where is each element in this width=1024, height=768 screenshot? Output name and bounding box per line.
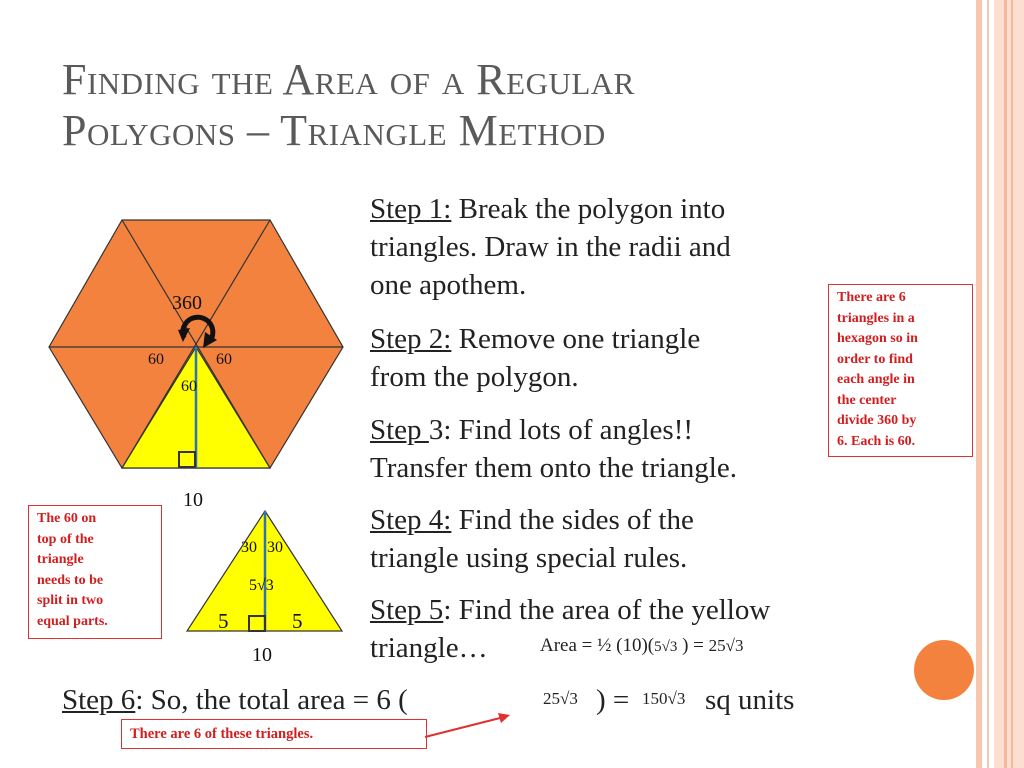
area-formula	[540, 635, 744, 657]
step-6	[62, 681, 408, 719]
triangle-base-label: 10	[252, 644, 272, 666]
step-1-text-2: triangles. Draw in the radii and	[370, 231, 731, 263]
note-line: needs to be	[37, 572, 104, 588]
apothem-length-label: 5√3	[249, 577, 274, 594]
step-1-text-3: one apothem.	[370, 269, 527, 301]
border-stripe-3	[994, 0, 1024, 768]
area-formula-inner: 5√3	[654, 639, 678, 655]
step-6-result-value: 150√3	[642, 689, 686, 708]
step-5-text: : Find the area of the yellow	[443, 594, 771, 626]
note-line: The 60 on	[37, 511, 97, 526]
area-formula-prefix: Area = ½ (10)(	[540, 635, 655, 656]
area-formula-suffix: ) =	[682, 635, 704, 656]
step-6-inner-value: 25√3	[543, 689, 578, 708]
border-stripe-5	[1011, 0, 1013, 768]
note-line: divide 360 by	[837, 413, 917, 428]
note-line: equal parts.	[37, 613, 108, 629]
step-3-text: : Find lots of angles!!	[443, 414, 694, 446]
half-base-right-label: 5	[292, 609, 303, 633]
accent-circle	[914, 640, 974, 700]
step-4-text-2: triangle using special rules.	[370, 542, 688, 574]
step-5-text-2: triangle…	[370, 632, 488, 664]
angle-bottom-label: 60	[181, 378, 197, 395]
step-1	[370, 190, 731, 304]
border-stripe-2	[987, 0, 989, 768]
hexagon-diagram	[45, 210, 345, 470]
note-line: each angle in	[837, 372, 915, 387]
half-base-left-label: 5	[218, 609, 229, 633]
note-six-triangles	[121, 719, 427, 749]
border-stripe-4	[1004, 0, 1007, 768]
triangle-diagram	[185, 508, 345, 633]
note-line: order to find	[837, 351, 913, 367]
step-3-number: 3	[428, 414, 444, 446]
note-hexagon-angles	[828, 284, 973, 457]
step-4-text: Find the sides of the	[451, 504, 694, 536]
note-split-angle	[28, 505, 162, 639]
step-6-text: : So, the total area = 6 (	[135, 684, 408, 716]
step-2	[370, 320, 700, 396]
step-5-label: Step 5	[370, 594, 444, 626]
note-line: the center	[837, 392, 897, 408]
hexagon-base-label: 10	[183, 489, 203, 511]
title-line-1: Finding the Area of a Regular	[62, 55, 635, 104]
angle-right-label: 60	[216, 351, 232, 368]
step-3	[370, 411, 737, 487]
step-2-label: Step 2:	[370, 323, 452, 355]
title-line-2: Polygons – Triangle Method	[62, 106, 606, 155]
step-2-text: Remove one triangle	[451, 323, 701, 355]
step-1-label: Step 1:	[370, 193, 452, 225]
border-stripe-1	[976, 0, 982, 768]
angle-left-label: 60	[148, 351, 164, 368]
step-4-label: Step 4:	[370, 504, 452, 536]
note-line: There are 6 of these triangles.	[130, 726, 314, 742]
note-line: top of the	[37, 531, 94, 547]
note-line: triangle	[37, 552, 84, 567]
arrowhead-icon	[498, 713, 510, 723]
note-line: triangles in a	[837, 310, 915, 326]
pointer-arrow	[420, 708, 520, 748]
step-3-text-2: Transfer them onto the triangle.	[370, 452, 737, 484]
note-line: hexagon so in	[837, 331, 918, 346]
center-angle-label: 360	[172, 292, 202, 314]
angle-30-left-label: 30	[241, 539, 257, 556]
note-line: There are 6	[837, 290, 906, 305]
angle-30-right-label: 30	[267, 539, 283, 556]
note-line: 6. Each is 60.	[837, 433, 916, 449]
note-line: split in two	[37, 593, 104, 608]
step-3-label: Step	[370, 414, 429, 446]
step-6-equals: ) =	[596, 684, 630, 716]
page-title	[62, 54, 862, 156]
area-formula-result: 25√3	[708, 636, 744, 655]
step-6-units: sq units	[705, 684, 795, 716]
step-6-label: Step 6	[62, 684, 136, 716]
step-1-text: Break the polygon into	[451, 193, 726, 225]
step-2-text-2: from the polygon.	[370, 361, 579, 393]
step-4	[370, 501, 694, 577]
